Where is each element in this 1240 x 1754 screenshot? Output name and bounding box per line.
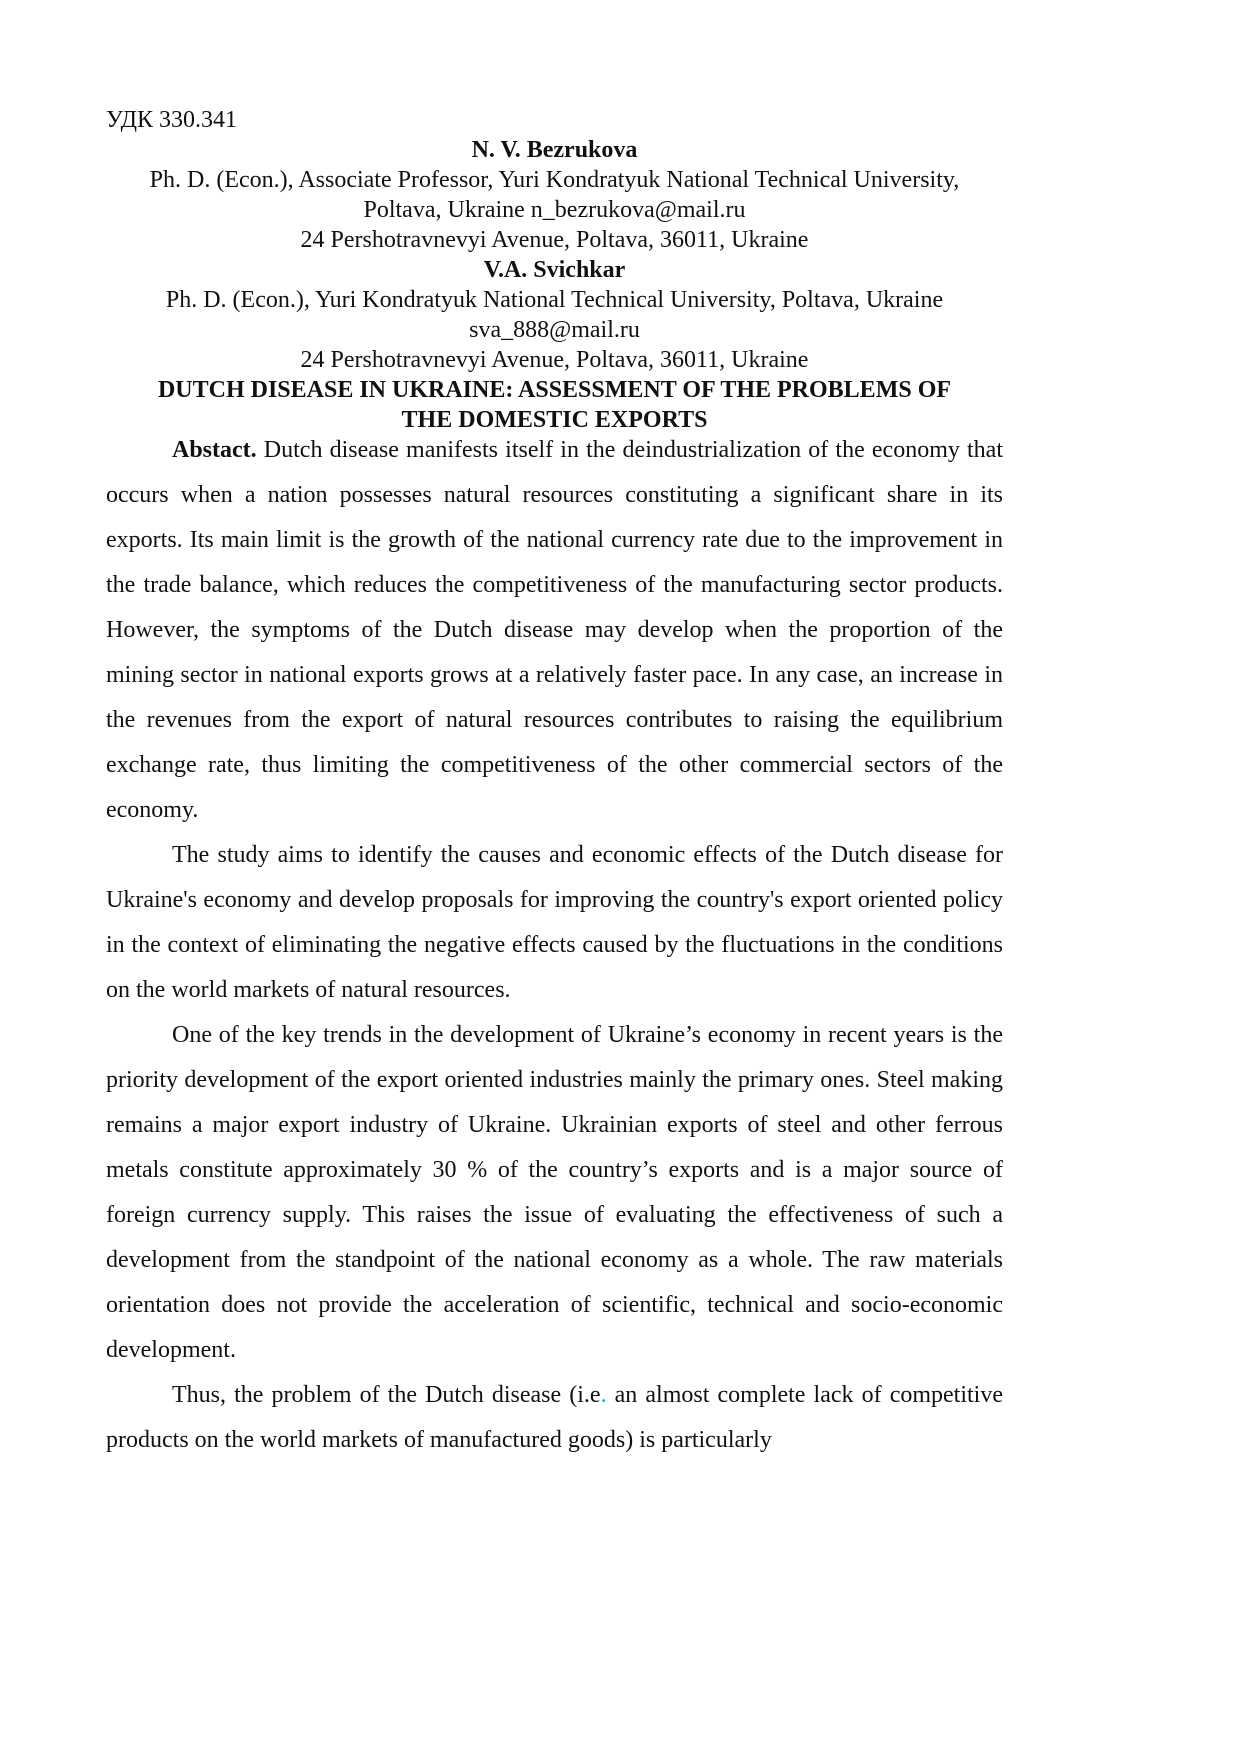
author-address: 24 Pershotravnevyi Avenue, Poltava, 36011, Ukraine — [300, 227, 809, 253]
body-paragraph — [106, 1373, 1003, 1463]
author-email: sva_888@mail.ru — [469, 317, 640, 343]
author-address: 24 Pershotravnevyi Avenue, Poltava, 36011, Ukraine — [300, 347, 809, 373]
body-paragraph: One of the key trends in the development of Ukraine’s economy in recent years is the priority development of the export oriented industries mainly the primary ones. Steel making remains a major export industry of Ukraine. Ukrainian exports of steel and other ferrous metals constitute approximately 30 % of the country’s exports and is a major source of foreign currency supply. This raises the issue of evaluating the effectiveness of such a development from the standpoint of the national economy as a whole. The raw materials orientation does not provide the acceleration of scientific, technical and socio-economic development. — [106, 1022, 1003, 1363]
highlighted-period: . — [600, 1382, 607, 1408]
author-name: N. V. Bezrukova — [471, 137, 638, 163]
paper-title-line: THE DOMESTIC EXPORTS — [401, 407, 708, 433]
body-paragraph: The study aims to identify the causes and economic effects of the Dutch disease for Ukraine's economy and develop proposals for improving the country's export oriented policy in the context of eliminating the negative effects caused by the fluctuations in the conditions on the world markets of natural resources. — [106, 842, 1003, 1003]
paper-title-line: DUTCH DISEASE IN UKRAINE: ASSESSMENT OF THE PROBLEMS OF — [157, 377, 952, 403]
author-name: V.A. Svichkar — [483, 257, 626, 283]
document-page — [106, 105, 1003, 1463]
paragraph-text: Thus, the problem of the Dutch disease (i.e — [172, 1382, 601, 1408]
author-affiliation-email: Poltava, Ukraine n_bezrukova@mail.ru — [363, 197, 746, 223]
abstract-text: Dutch disease manifests itself in the deindustrialization of the economy that occurs when a nation possesses natural resources constituting a significant share in its exports. Its main limit is the growth of the national currency rate due to the improvement in the trade balance, which reduces the competitiveness of the manufacturing sector products. However, the symptoms of the Dutch disease may develop when the proportion of the mining sector in national exports grows at a relatively faster pace. In any case, an increase in the revenues from the export of natural resources contributes to raising the equilibrium exchange rate, thus limiting the competitiveness of the other commercial sectors of the economy. — [106, 437, 1003, 823]
abstract-label: Abstact. — [172, 437, 257, 463]
paper-title — [106, 375, 1003, 435]
paragraph-text: an almost complete lack of competitive products on the world markets of manufactured goods) is particularly — [106, 1382, 1004, 1453]
author-affiliation: Ph. D. (Econ.), Yuri Kondratyuk National Technical University, Poltava, Ukraine — [165, 287, 944, 313]
abstract-paragraph — [106, 428, 1003, 833]
author-affiliation: Ph. D. (Econ.), Associate Professor, Yuri Kondratyuk National Technical University, — [149, 167, 960, 193]
udc-code: УДК 330.341 — [106, 107, 237, 133]
